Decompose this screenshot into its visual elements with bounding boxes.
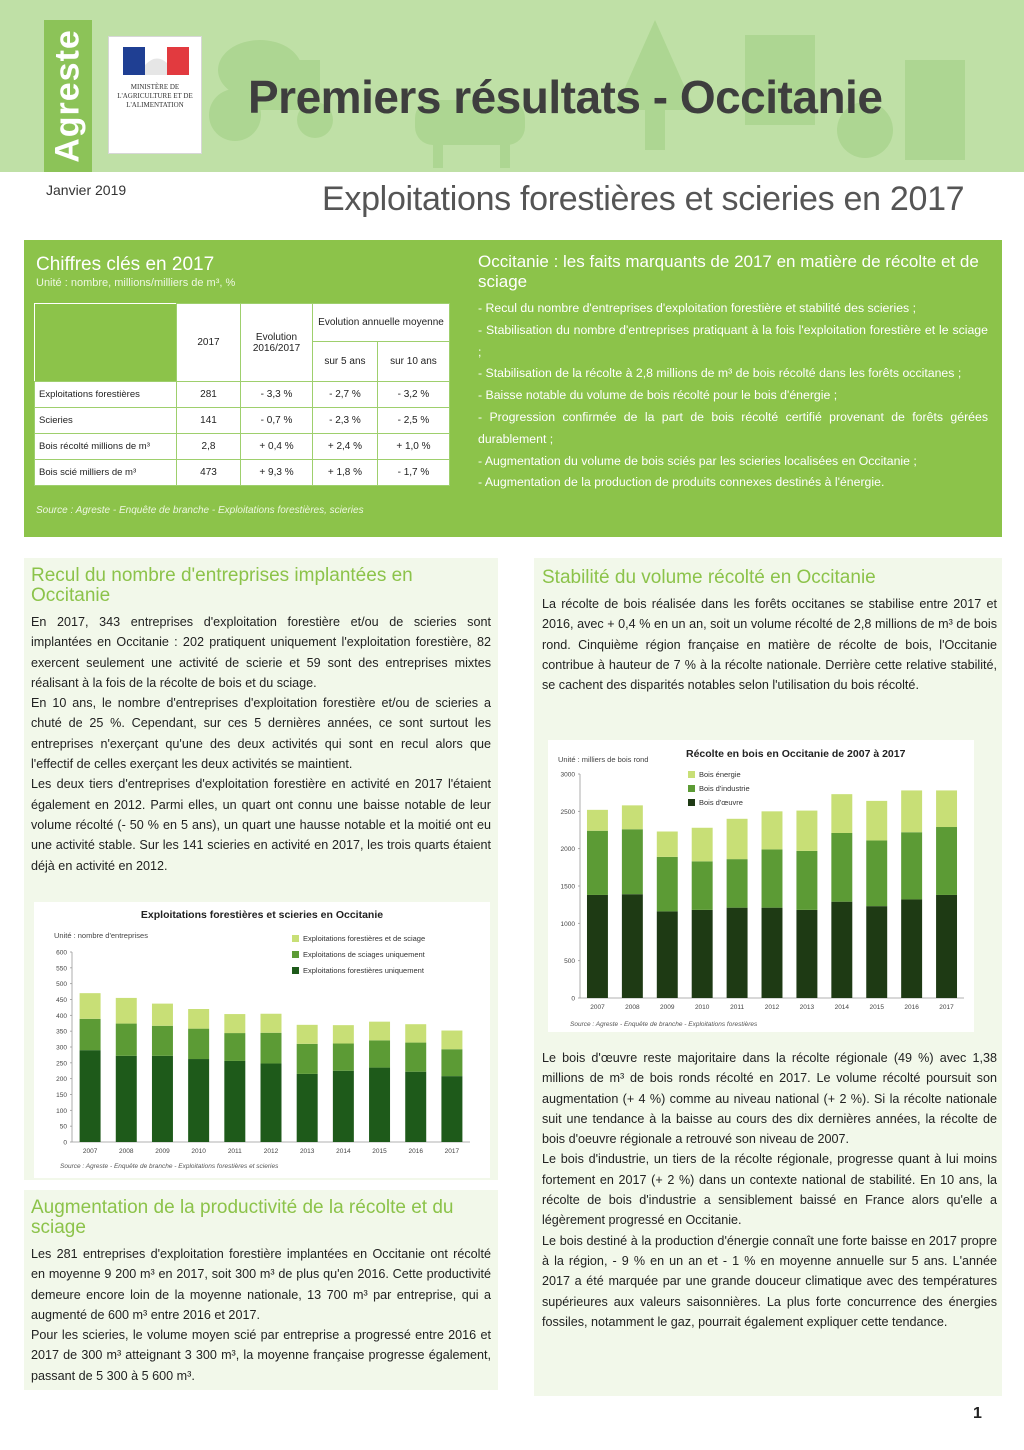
cell-evolution: + 9,3 % xyxy=(241,460,313,486)
bar-segment xyxy=(762,849,783,907)
cell-2017: 473 xyxy=(177,460,241,486)
bar-segment xyxy=(936,790,957,827)
key-figures-title: Chiffres clés en 2017 xyxy=(36,254,215,275)
key-figures-source: Source : Agreste - Enquête de branche - Exploitations forestières, scieries xyxy=(36,505,364,516)
highlights-title: Occitanie : les faits marquants de 2017 en matière de récolte et de sciage xyxy=(478,252,979,291)
bar-segment xyxy=(188,1009,209,1029)
bar-segment xyxy=(261,1063,282,1142)
y-tick-label: 250 xyxy=(56,1060,67,1068)
paragraph: En 2017, 343 entreprises d'exploitation forestière et/ou de scieries sont implantées en Occitanie : 202 pratiquent uniquement l'exploitation forestière, 82 exercent seulement une activité de scierie et 59 sont des entreprises mixtes réalisant à la fois de la récolte de bois et du sciage. xyxy=(31,615,491,690)
row-label: Bois scié milliers de m³ xyxy=(35,460,177,486)
y-tick-label: 2000 xyxy=(560,846,575,854)
cell-5years: - 2,7 % xyxy=(313,382,378,408)
page-subtitle: Exploitations forestières et scieries en 2017 xyxy=(322,180,965,218)
x-tick-label: 2009 xyxy=(155,1148,170,1155)
bar-segment xyxy=(657,857,678,912)
agreste-brand-strip xyxy=(44,20,92,172)
paragraph: Les deux tiers d'entreprises d'exploitation forestière en activité en 2017 l'étaient également en 2012. Parmi elles, un quart ont connu une baisse notable de leur volume récolté (- 50 % en 5 ans), un quart une hausse notable et la moitié ont eu une activité stable. Sur les 141 scieries en activité en 2017, les trois quarts étaient déjà en activité en 2012. xyxy=(31,777,491,873)
col-header-evolution: Evolution 2016/2017 xyxy=(241,304,313,382)
x-tick-label: 2008 xyxy=(625,1004,640,1011)
legend-label: Exploitations de sciages uniquement xyxy=(303,950,425,959)
x-tick-label: 2017 xyxy=(444,1148,460,1155)
bar-segment xyxy=(692,861,713,910)
bar-segment xyxy=(333,1025,354,1043)
bar-segment xyxy=(901,790,922,832)
bar-segment xyxy=(261,1033,282,1064)
bar-segment xyxy=(587,831,608,895)
bar-segment xyxy=(762,811,783,849)
ministry-logo xyxy=(108,36,202,154)
list-item: - Progression confirmée de la part de bois récolté certifié provenant de forêts gérées durablement ; xyxy=(478,409,988,446)
bar-segment xyxy=(152,1004,173,1026)
chart-source: Source : Agreste - Enquête de branche - Exploitations forestières xyxy=(570,1021,758,1028)
highlights-list xyxy=(478,298,988,494)
y-tick-label: 1500 xyxy=(560,883,575,891)
y-tick-label: 300 xyxy=(56,1044,67,1052)
col-header-10years: sur 10 ans xyxy=(377,342,449,382)
legend-label: Bois d'industrie xyxy=(699,784,750,793)
bar-segment xyxy=(727,859,748,908)
bar-segment xyxy=(901,899,922,998)
y-tick-label: 100 xyxy=(56,1107,67,1115)
bar-segment xyxy=(587,895,608,998)
bar-segment xyxy=(297,1074,318,1142)
cell-10years: - 2,5 % xyxy=(377,408,449,434)
x-tick-label: 2015 xyxy=(869,1004,884,1011)
chart-unit-label: Unité : nombre d'entreprises xyxy=(54,931,148,940)
chart-title: Récolte en bois en Occitanie de 2007 à 2017 xyxy=(686,748,906,760)
bar-segment xyxy=(80,1019,101,1050)
row-label: Bois récolté millions de m³ xyxy=(35,434,177,460)
bar-segment xyxy=(152,1056,173,1142)
legend-label: Bois énergie xyxy=(699,770,741,779)
section-harvest-title: Stabilité du volume récolté en Occitanie xyxy=(542,567,876,588)
paragraph: Le bois d'œuvre reste majoritaire dans la récolte régionale (49 %) avec 1,38 millions de m³ de bois ronds récolté en 2017. Le volume récolté poursuit son augmentation (+ 4 %) comme au niveau national (+ 2 %). Si la récolte nationale suit une tendance à la baisse au cours des dix dernières années, la récolte de bois d'oeuvre régionale a retrouvé son niveau de 2007. xyxy=(542,1051,997,1147)
publication-date: Janvier 2019 xyxy=(46,182,127,198)
bar-segment xyxy=(622,829,643,894)
key-figures-table xyxy=(34,303,450,486)
list-item: - Recul du nombre d'entreprises d'exploitation forestière et stabilité des scieries ; xyxy=(478,301,917,315)
bar-segment xyxy=(657,831,678,856)
bar-segment xyxy=(224,1033,245,1061)
bar-segment xyxy=(405,1024,426,1042)
y-tick-label: 500 xyxy=(564,958,575,966)
bar-segment xyxy=(441,1076,462,1142)
bar-segment xyxy=(297,1025,318,1044)
bar-segment xyxy=(224,1061,245,1142)
y-tick-label: 600 xyxy=(56,949,67,957)
bar-segment xyxy=(369,1022,390,1041)
list-item: - Stabilisation du nombre d'entreprises pratiquant à la fois l'exploitation forestière et le sciage ; xyxy=(478,322,988,359)
cell-2017: 141 xyxy=(177,408,241,434)
x-tick-label: 2007 xyxy=(82,1148,98,1155)
x-tick-label: 2014 xyxy=(834,1004,850,1011)
bar-segment xyxy=(587,810,608,831)
y-tick-label: 200 xyxy=(56,1076,67,1084)
bar-segment xyxy=(261,1014,282,1033)
bar-segment xyxy=(796,811,817,851)
section-productivity-title: Augmentation de la productivité de la récolte et du sciage xyxy=(31,1197,454,1238)
key-figures-unit: Unité : nombre, millions/milliers de m³, % xyxy=(36,277,236,289)
bar-segment xyxy=(866,801,887,841)
x-tick-label: 2016 xyxy=(904,1004,919,1011)
bar-segment xyxy=(441,1049,462,1076)
y-tick-label: 500 xyxy=(56,981,67,989)
cell-evolution: - 3,3 % xyxy=(241,382,313,408)
y-tick-label: 50 xyxy=(59,1123,67,1131)
bar-segment xyxy=(405,1072,426,1142)
bar-segment xyxy=(224,1014,245,1033)
x-tick-label: 2010 xyxy=(191,1148,206,1155)
marianne-flag-icon xyxy=(123,47,189,75)
x-tick-label: 2009 xyxy=(660,1004,675,1011)
harvest-chart xyxy=(548,740,974,1032)
section-harvest-text xyxy=(542,594,997,695)
y-tick-label: 550 xyxy=(56,965,67,973)
cell-10years: - 1,7 % xyxy=(377,460,449,486)
list-item: - Augmentation de la production de produits connexes destinés à l'énergie. xyxy=(478,475,885,490)
bar-segment xyxy=(657,911,678,998)
list-item: - Baisse notable du volume de bois récolté pour le bois d'énergie ; xyxy=(478,388,838,403)
legend-label: Exploitations forestières uniquement xyxy=(303,966,424,975)
bar-segment xyxy=(762,908,783,998)
x-tick-label: 2011 xyxy=(227,1148,242,1155)
x-tick-label: 2013 xyxy=(799,1004,815,1011)
section-companies-text xyxy=(31,612,491,876)
y-tick-label: 350 xyxy=(56,1028,67,1036)
list-item: - Augmentation du volume de bois sciés par les scieries localisées en Occitanie ; xyxy=(478,453,917,468)
bar-segment xyxy=(116,1024,137,1056)
companies-chart xyxy=(34,902,490,1178)
bar-segment xyxy=(692,910,713,998)
x-tick-label: 2016 xyxy=(408,1148,423,1155)
cell-10years: - 3,2 % xyxy=(377,382,449,408)
bar-segment xyxy=(831,794,852,833)
section-wood-uses-text xyxy=(542,1048,997,1332)
legend-label: Bois d'œuvre xyxy=(699,798,743,807)
y-tick-label: 3000 xyxy=(560,771,575,779)
cell-2017: 281 xyxy=(177,382,241,408)
paragraph: En 10 ans, le nombre d'entreprises d'exploitation forestière et/ou de scieries a chuté de 25 %. Cependant, sur ces 5 dernières années, ce sont surtout les entreprises n'exerçant qu'une des deux activités qui sont en recul alors que l'effectif de celles exerçant les deux activités se maintient. xyxy=(31,696,491,772)
bar-segment xyxy=(866,906,887,998)
legend-swatch xyxy=(688,785,695,792)
bar-segment xyxy=(405,1043,426,1072)
legend-swatch xyxy=(688,771,695,778)
y-tick-label: 0 xyxy=(63,1139,67,1147)
bar-segment xyxy=(441,1031,462,1050)
y-tick-label: 450 xyxy=(56,997,67,1004)
cell-evolution: + 0,4 % xyxy=(241,434,313,460)
x-tick-label: 2017 xyxy=(939,1004,954,1011)
col-header-2017: 2017 xyxy=(177,304,241,382)
paragraph: Pour les scieries, le volume moyen scié par entreprise a progressé entre 2016 et 2017 de 300 m³ atteignant 3 300 m³, la moyenne française progresse également, passant de 5 300 à 5 600 m³. xyxy=(31,1328,491,1383)
legend-swatch xyxy=(292,967,299,974)
row-label: Scieries xyxy=(35,408,177,434)
cell-2017: 2,8 xyxy=(177,434,241,460)
bar-segment xyxy=(369,1040,390,1067)
col-header-annual: Evolution annuelle moyenne xyxy=(313,304,450,342)
y-tick-label: 0 xyxy=(571,995,575,1003)
bar-segment xyxy=(936,827,957,895)
y-tick-label: 400 xyxy=(56,1012,67,1020)
row-label: Exploitations forestières xyxy=(35,382,177,408)
bar-segment xyxy=(901,832,922,899)
x-tick-label: 2007 xyxy=(590,1004,605,1011)
x-tick-label: 2010 xyxy=(694,1004,710,1011)
cell-5years: + 1,8 % xyxy=(313,460,378,486)
cell-evolution: - 0,7 % xyxy=(241,408,313,434)
section-productivity-text xyxy=(31,1244,491,1386)
bar-segment xyxy=(866,840,887,906)
x-tick-label: 2012 xyxy=(764,1004,780,1011)
bar-segment xyxy=(727,908,748,998)
x-tick-label: 2011 xyxy=(730,1004,745,1011)
bar-segment xyxy=(152,1026,173,1056)
legend-swatch xyxy=(292,935,299,942)
paragraph: Le bois d'industrie, un tiers de la récolte régionale, progresse quant à lui moins fortement en 2017 (+ 2 %) dans un contexte national de stabilité. En 10 ans, la récolte de bois d'industrie a sensiblement baissé en France alors qu'elle a légèrement progressé en Occitanie. xyxy=(542,1152,997,1228)
x-tick-label: 2008 xyxy=(119,1148,134,1155)
list-item: - Stabilisation de la récolte à 2,8 millions de m³ de bois récolté dans les forêts occitanes ; xyxy=(478,366,962,381)
legend-label: Exploitations forestières et de sciage xyxy=(303,934,426,943)
paragraph: Le bois destiné à la production d'énergie connaît une forte baisse en 2017 propre à la région, - 9 % en un an et - 1 % en moyenne annuelle sur 5 ans. L'année 2017 a été marquée par une grande douceur climatique avec des températures supérieures aux valeurs saisonnières. La plus forte concurrence des énergies fossiles, notamment le gaz, pourrait également expliquer cette tendance. xyxy=(542,1233,997,1329)
bar-segment xyxy=(333,1071,354,1142)
y-tick-label: 1000 xyxy=(560,920,575,928)
cell-5years: + 2,4 % xyxy=(313,434,378,460)
bar-segment xyxy=(116,998,137,1024)
x-tick-label: 2013 xyxy=(299,1148,315,1155)
page-number: 1 xyxy=(973,1405,982,1422)
section-companies-title: Recul du nombre d'entreprises implantées en Occitanie xyxy=(31,565,413,606)
bar-segment xyxy=(116,1056,137,1142)
x-tick-label: 2012 xyxy=(263,1148,279,1155)
y-tick-label: 2500 xyxy=(560,808,575,816)
chart-source: Source : Agreste - Enquête de branche - Exploitations forestières et scieries xyxy=(60,1163,279,1170)
chart-title: Exploitations forestières et scieries en Occitanie xyxy=(140,909,384,921)
page-title: Premiers résultats - Occitanie xyxy=(248,71,883,123)
bar-segment xyxy=(622,894,643,998)
table-row xyxy=(35,382,450,408)
legend-swatch xyxy=(292,951,299,958)
bar-segment xyxy=(727,819,748,859)
table-row xyxy=(35,408,450,434)
agreste-brand-text: Agreste xyxy=(48,29,87,163)
legend-swatch xyxy=(688,799,695,806)
cell-5years: - 2,3 % xyxy=(313,408,378,434)
bar-segment xyxy=(936,895,957,998)
bar-segment xyxy=(831,833,852,902)
col-header-5years: sur 5 ans xyxy=(313,342,378,382)
bar-segment xyxy=(188,1029,209,1059)
table-row xyxy=(35,460,450,486)
bar-segment xyxy=(831,902,852,998)
bar-segment xyxy=(188,1059,209,1142)
paragraph: La récolte de bois réalisée dans les forêts occitanes se stabilise entre 2017 et 2016, avec + 0,4 % en un an, soit un volume récolté de 2,8 millions de m³ de bois rond. Cinquième région française en matière de récolte de bois, l'Occitanie contribue à hauteur de 7 % à la récolte nationale. Derrière cette relative stabilité, se cachent des disparités notables selon l'utilisation du bois récolté. xyxy=(542,597,997,693)
bar-segment xyxy=(333,1044,354,1071)
x-tick-label: 2014 xyxy=(336,1148,351,1155)
paragraph: Les 281 entreprises d'exploitation forestière implantées en Occitanie ont récolté en moyenne 9 200 m³ en 2017, soit 300 m³ de plus qu'en 2016. Cette productivité demeure encore loin de la moyenne nationale, 13 700 m³ par entreprise, qui a augmenté de 600 m³ entre 2016 et 2017. xyxy=(31,1247,491,1322)
bar-segment xyxy=(692,828,713,862)
x-tick-label: 2015 xyxy=(372,1148,387,1155)
ministry-name: MINISTÈRE DE L'AGRICULTURE ET DE L'ALIMENTATION xyxy=(117,83,193,109)
bar-segment xyxy=(796,851,817,910)
bar-segment xyxy=(297,1044,318,1074)
bar-segment xyxy=(369,1068,390,1142)
cell-10years: + 1,0 % xyxy=(377,434,449,460)
table-row xyxy=(35,434,450,460)
bar-segment xyxy=(80,993,101,1019)
bar-segment xyxy=(622,805,643,829)
table-corner xyxy=(35,304,177,382)
bar-segment xyxy=(796,910,817,998)
y-tick-label: 150 xyxy=(56,1092,67,1099)
bar-segment xyxy=(80,1050,101,1142)
chart-unit-label: Unité : milliers de bois rond xyxy=(558,755,649,764)
